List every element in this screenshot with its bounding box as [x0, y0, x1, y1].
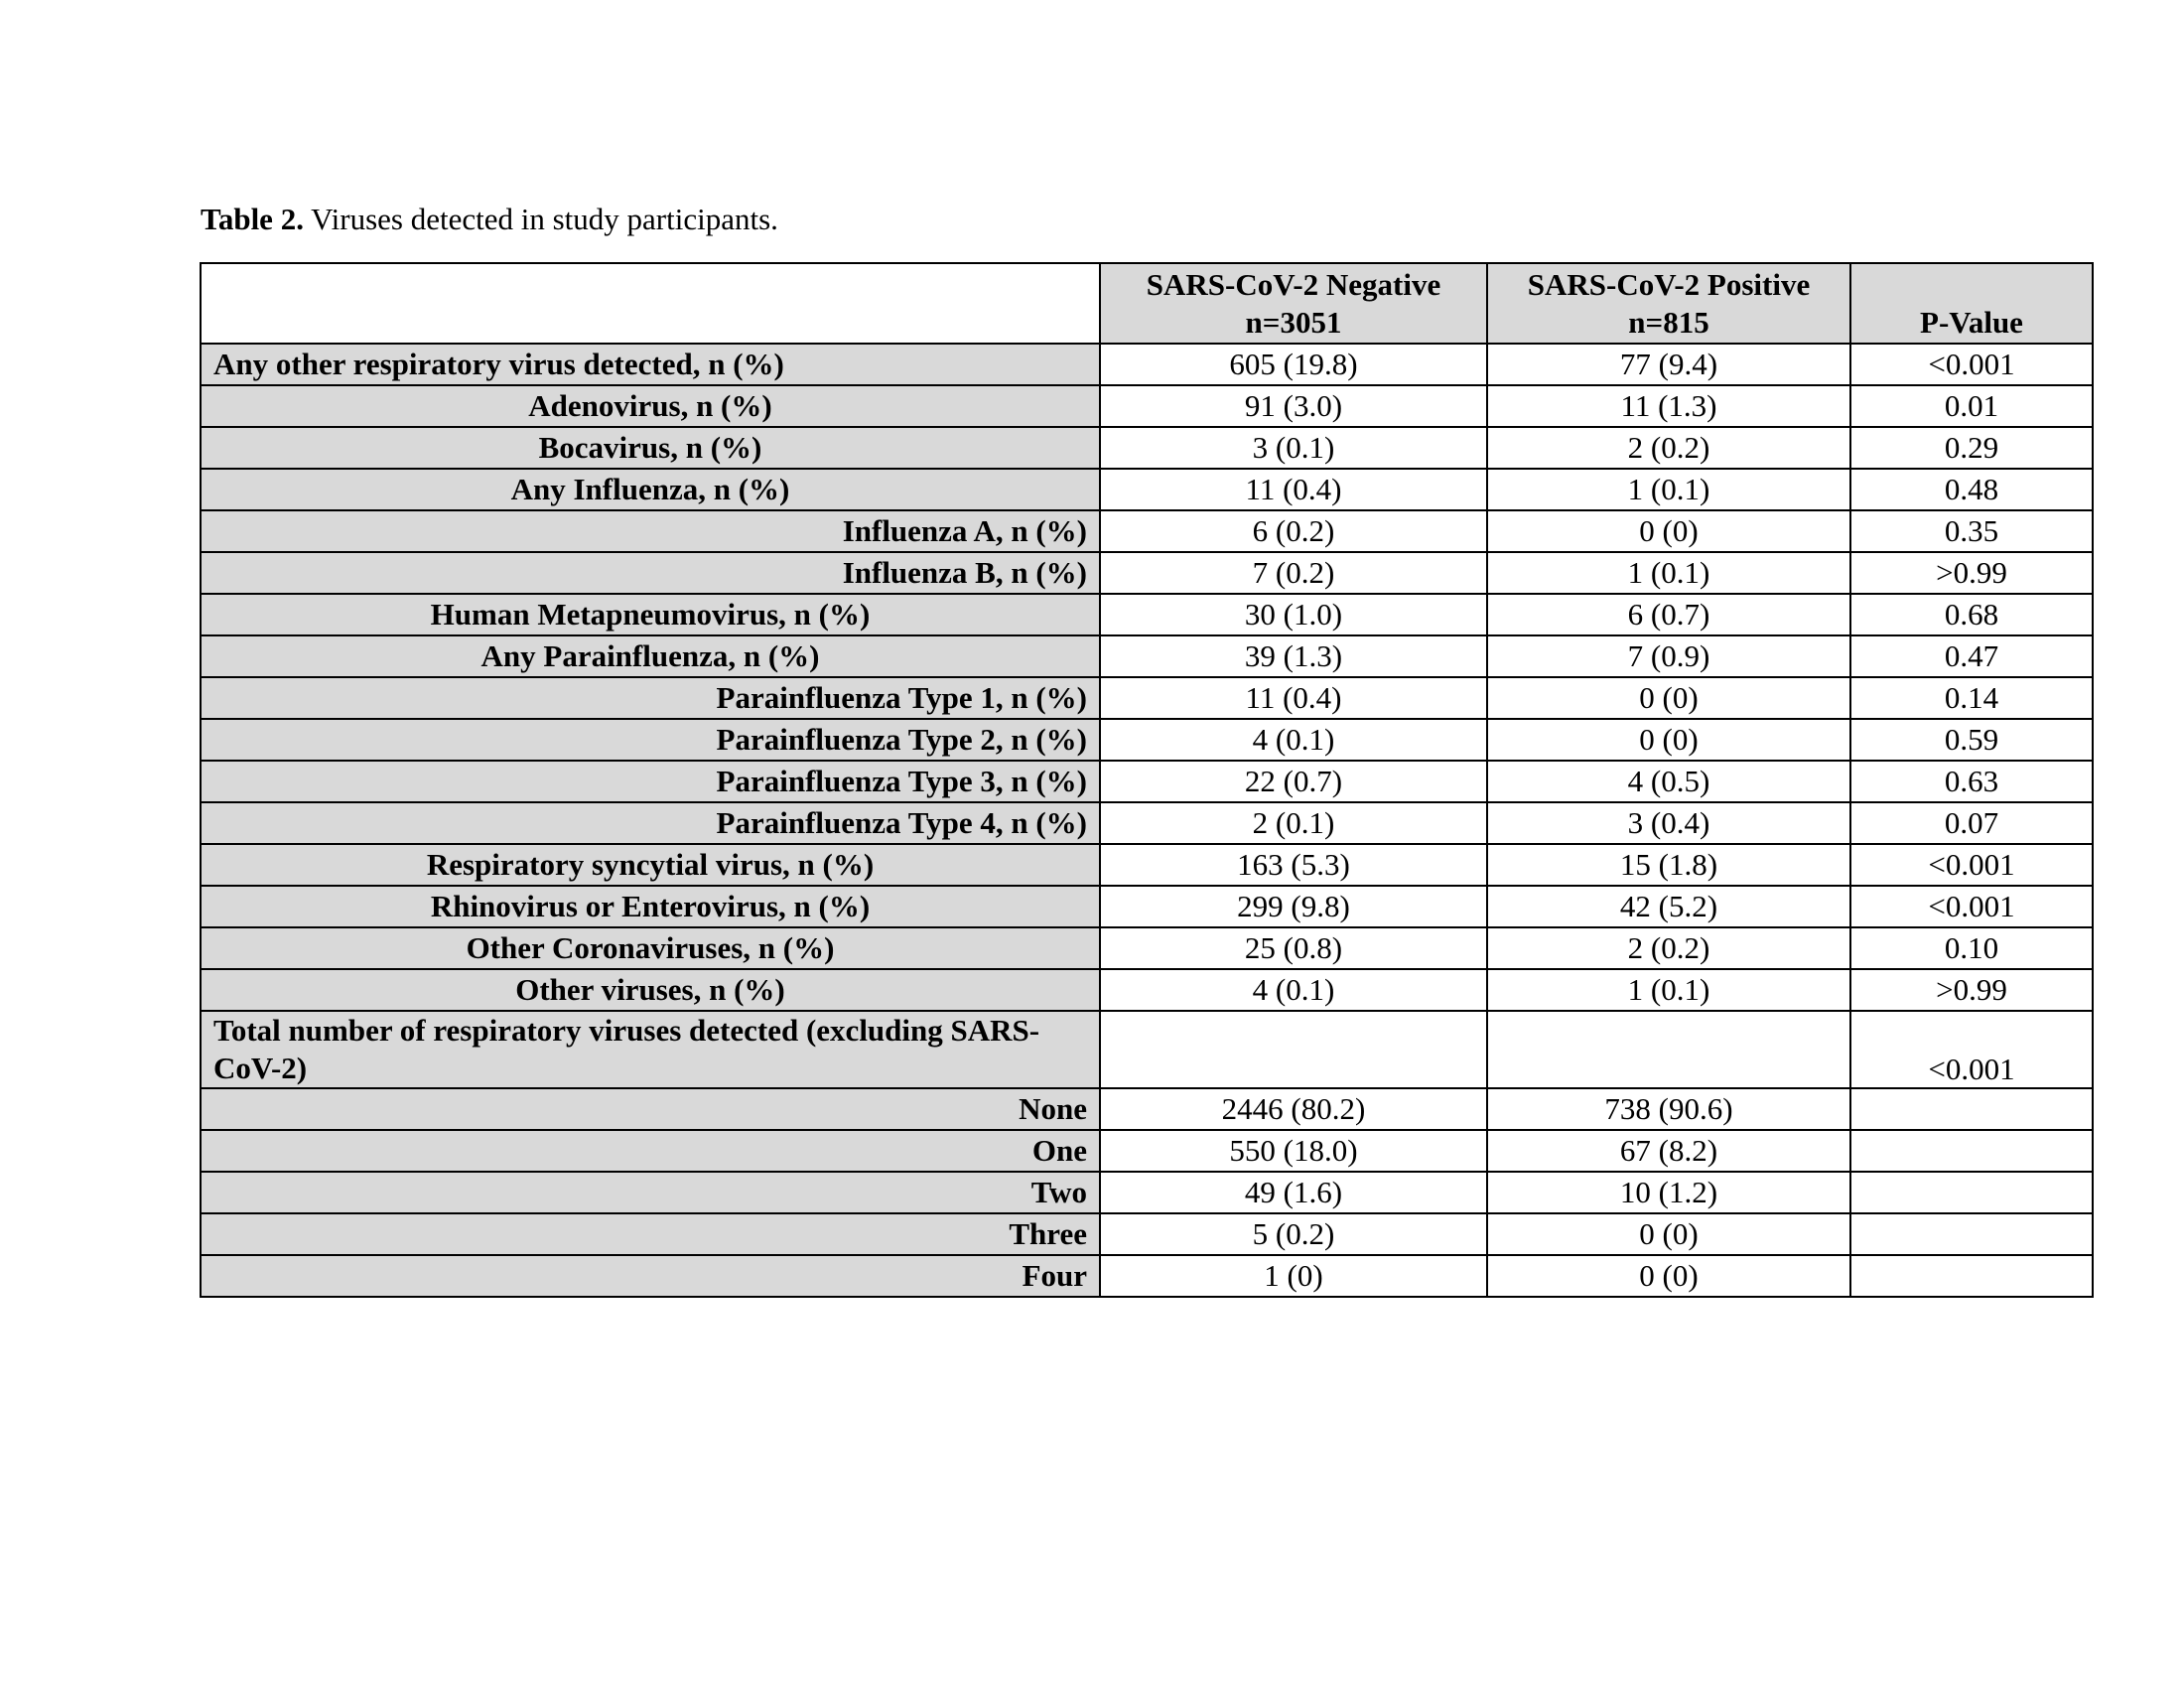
negative-value: 7 (0.2): [1100, 552, 1487, 594]
positive-value: 10 (1.2): [1487, 1172, 1850, 1213]
p-value: 0.63: [1850, 761, 2093, 802]
row-label: Total number of respiratory viruses detected (excluding SARS-CoV-2): [201, 1011, 1100, 1088]
table-row: [201, 927, 2093, 969]
p-value: 0.47: [1850, 635, 2093, 677]
row-label: Other Coronaviruses, n (%): [201, 927, 1100, 969]
caption-text: Viruses detected in study participants.: [303, 202, 778, 236]
table-row: [201, 635, 2093, 677]
table-caption: [201, 202, 778, 237]
p-value: 0.01: [1850, 385, 2093, 427]
table-row: [201, 427, 2093, 469]
row-label: Three: [201, 1213, 1100, 1255]
negative-value: 30 (1.0): [1100, 594, 1487, 635]
p-value: 0.35: [1850, 510, 2093, 552]
negative-value: 6 (0.2): [1100, 510, 1487, 552]
table-row: [201, 594, 2093, 635]
table-row: [201, 1011, 2093, 1088]
header-positive: [1487, 263, 1850, 344]
row-label: Rhinovirus or Enterovirus, n (%): [201, 886, 1100, 927]
virus-table: [200, 262, 2094, 1298]
table-row: [201, 1213, 2093, 1255]
p-value: <0.001: [1850, 886, 2093, 927]
p-value: 0.10: [1850, 927, 2093, 969]
negative-value: 299 (9.8): [1100, 886, 1487, 927]
negative-value: 11 (0.4): [1100, 469, 1487, 510]
table-row: [201, 469, 2093, 510]
table-row: [201, 844, 2093, 886]
table-row: [201, 969, 2093, 1011]
positive-value: 1 (0.1): [1487, 469, 1850, 510]
table-row: [201, 1172, 2093, 1213]
row-label: Parainfluenza Type 4, n (%): [201, 802, 1100, 844]
negative-value: 5 (0.2): [1100, 1213, 1487, 1255]
positive-value: 15 (1.8): [1487, 844, 1850, 886]
p-value: [1850, 1255, 2093, 1297]
negative-value: 49 (1.6): [1100, 1172, 1487, 1213]
p-value: [1850, 1172, 2093, 1213]
positive-value: 1 (0.1): [1487, 552, 1850, 594]
positive-value: 738 (90.6): [1487, 1088, 1850, 1130]
negative-value: 39 (1.3): [1100, 635, 1487, 677]
negative-value: 3 (0.1): [1100, 427, 1487, 469]
row-label: Influenza A, n (%): [201, 510, 1100, 552]
p-value: >0.99: [1850, 969, 2093, 1011]
table-row: [201, 1130, 2093, 1172]
negative-value: 11 (0.4): [1100, 677, 1487, 719]
negative-value: 605 (19.8): [1100, 344, 1487, 385]
row-label: One: [201, 1130, 1100, 1172]
row-label: Other viruses, n (%): [201, 969, 1100, 1011]
negative-value: 2446 (80.2): [1100, 1088, 1487, 1130]
positive-value: 0 (0): [1487, 1255, 1850, 1297]
negative-value: 1 (0): [1100, 1255, 1487, 1297]
table-row: [201, 886, 2093, 927]
row-label: Parainfluenza Type 3, n (%): [201, 761, 1100, 802]
row-label: None: [201, 1088, 1100, 1130]
positive-value: 0 (0): [1487, 677, 1850, 719]
positive-value: 6 (0.7): [1487, 594, 1850, 635]
row-label: Influenza B, n (%): [201, 552, 1100, 594]
table-header-row: [201, 263, 2093, 344]
table-row: [201, 344, 2093, 385]
positive-value: 11 (1.3): [1487, 385, 1850, 427]
row-label: Adenovirus, n (%): [201, 385, 1100, 427]
table-row: [201, 761, 2093, 802]
negative-value: 4 (0.1): [1100, 719, 1487, 761]
positive-value: 2 (0.2): [1487, 927, 1850, 969]
header-positive-title: SARS-CoV-2 Positive: [1527, 267, 1811, 302]
row-label: Any other respiratory virus detected, n (%): [201, 344, 1100, 385]
table-row: [201, 1255, 2093, 1297]
negative-value: 25 (0.8): [1100, 927, 1487, 969]
header-pvalue: P-Value: [1850, 263, 2093, 344]
row-label: Human Metapneumovirus, n (%): [201, 594, 1100, 635]
negative-value: 163 (5.3): [1100, 844, 1487, 886]
positive-value: 2 (0.2): [1487, 427, 1850, 469]
p-value: 0.59: [1850, 719, 2093, 761]
header-negative-n: n=3051: [1245, 305, 1342, 340]
p-value: 0.29: [1850, 427, 2093, 469]
row-label: Any Influenza, n (%): [201, 469, 1100, 510]
positive-value: 4 (0.5): [1487, 761, 1850, 802]
negative-value: 2 (0.1): [1100, 802, 1487, 844]
caption-label: Table 2.: [201, 202, 304, 236]
p-value: [1850, 1213, 2093, 1255]
positive-value: 7 (0.9): [1487, 635, 1850, 677]
row-label: Any Parainfluenza, n (%): [201, 635, 1100, 677]
p-value: <0.001: [1850, 1011, 2093, 1088]
negative-value: 22 (0.7): [1100, 761, 1487, 802]
table-row: [201, 1088, 2093, 1130]
p-value: 0.68: [1850, 594, 2093, 635]
row-label: Two: [201, 1172, 1100, 1213]
row-label: Respiratory syncytial virus, n (%): [201, 844, 1100, 886]
p-value: 0.07: [1850, 802, 2093, 844]
positive-value: 0 (0): [1487, 1213, 1850, 1255]
row-label: Parainfluenza Type 1, n (%): [201, 677, 1100, 719]
negative-value: 4 (0.1): [1100, 969, 1487, 1011]
positive-value: 1 (0.1): [1487, 969, 1850, 1011]
p-value: <0.001: [1850, 844, 2093, 886]
p-value: [1850, 1130, 2093, 1172]
p-value: [1850, 1088, 2093, 1130]
positive-value: 0 (0): [1487, 719, 1850, 761]
table-row: [201, 719, 2093, 761]
row-label: Bocavirus, n (%): [201, 427, 1100, 469]
positive-value: 67 (8.2): [1487, 1130, 1850, 1172]
positive-value: 0 (0): [1487, 510, 1850, 552]
positive-value: 42 (5.2): [1487, 886, 1850, 927]
negative-value: [1100, 1011, 1487, 1088]
table-row: [201, 552, 2093, 594]
p-value: 0.48: [1850, 469, 2093, 510]
row-label: Parainfluenza Type 2, n (%): [201, 719, 1100, 761]
p-value: 0.14: [1850, 677, 2093, 719]
table-row: [201, 510, 2093, 552]
p-value: <0.001: [1850, 344, 2093, 385]
positive-value: 77 (9.4): [1487, 344, 1850, 385]
positive-value: [1487, 1011, 1850, 1088]
header-positive-n: n=815: [1628, 305, 1709, 340]
header-negative: [1100, 263, 1487, 344]
table-row: [201, 802, 2093, 844]
table-row: [201, 677, 2093, 719]
header-blank-cell: [201, 263, 1100, 344]
header-negative-title: SARS-CoV-2 Negative: [1146, 267, 1441, 302]
negative-value: 91 (3.0): [1100, 385, 1487, 427]
row-label: Four: [201, 1255, 1100, 1297]
p-value: >0.99: [1850, 552, 2093, 594]
table-row: [201, 385, 2093, 427]
positive-value: 3 (0.4): [1487, 802, 1850, 844]
negative-value: 550 (18.0): [1100, 1130, 1487, 1172]
